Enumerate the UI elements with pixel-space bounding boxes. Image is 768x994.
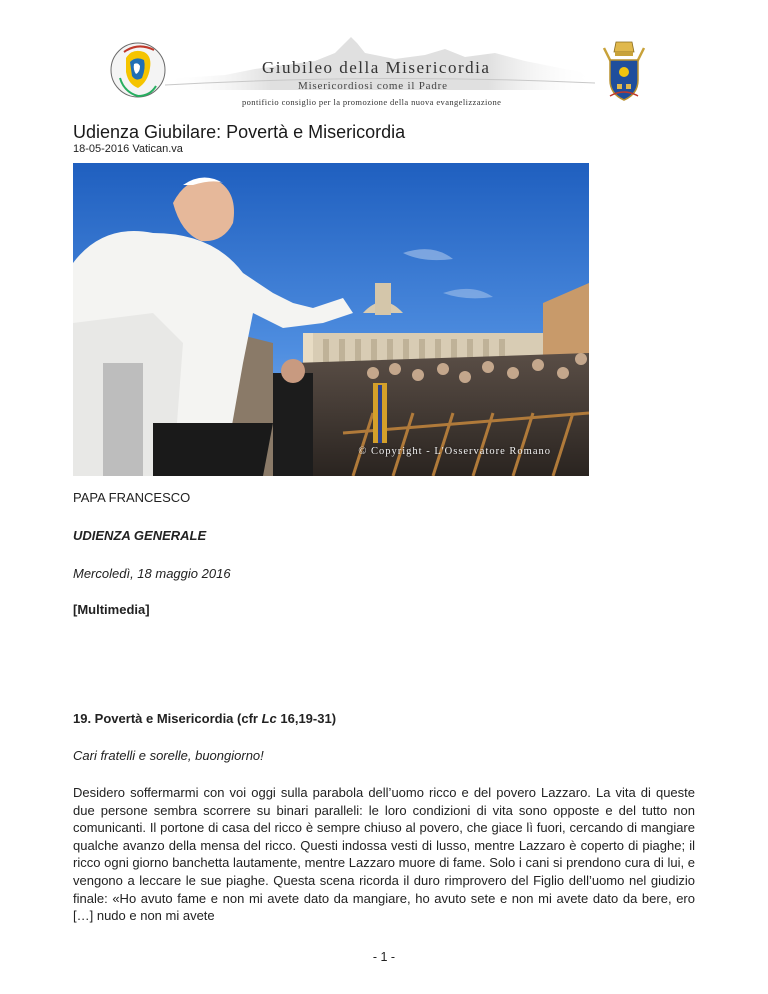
header-title: Giubileo della Misericordia (262, 58, 491, 77)
page-number: - 1 - (372, 950, 396, 964)
page-meta: 18-05-2016 Vatican.va (73, 143, 183, 155)
page-title: Udienza Giubilare: Povertà e Misericordia (73, 122, 406, 142)
section-title (73, 710, 695, 728)
header-subtitle: Misericordiosi come il Padre (298, 80, 448, 92)
photo-copyright: © Copyright - L'Osservatore Romano (358, 446, 551, 457)
page-header (0, 0, 768, 112)
section-title-post: 16,19-31) (276, 711, 337, 726)
papal-coat-of-arms-icon (600, 40, 648, 102)
multimedia-link[interactable]: [Multimedia] (73, 602, 150, 617)
section-title-reference: Lc (261, 711, 277, 726)
section-title-pre: 19. Povertà e Misericordia (cfr (73, 711, 262, 726)
jubilee-logo-icon (110, 38, 166, 102)
audience-date: Mercoledì, 18 maggio 2016 (73, 566, 231, 581)
audience-photo (73, 163, 589, 476)
header-council: pontificio consiglio per la promozione della nuova evangelizzazione (242, 97, 502, 107)
body-paragraph: Desidero soffermarmi con voi oggi sulla parabola dell’uomo ricco e del povero Lazzaro. La vita di queste due persone sembra scorrere su binari paralleli: le loro condizioni di vita sono opposte e del tutto non comunicanti. Il portone di casa del ricco è sempre chiuso al povero, che giace lì fuori, cercando di mangiare qualche avanzo della mensa del ricco. Questi indossa vesti di lusso, mentre Lazzaro è coperto di piaghe; il ricco ogni giorno banchetta lautamente, mentre Lazzaro muore di fame. Solo i cani si prendono cura di lui, e vengono a leccare le sue piaghe. Questa scena ricorda il duro rimprovero del Figlio dell’uomo nel giudizio finale: «Ho avuto fame e non mi avete dato da mangiare, ho avuto sete e non mi avete dato da bere, ero […] nudo e non mi avete (73, 785, 695, 924)
greeting: Cari fratelli e sorelle, buongiorno! (73, 748, 264, 763)
audience-title: UDIENZA GENERALE (73, 528, 207, 543)
author: PAPA FRANCESCO (73, 490, 191, 505)
